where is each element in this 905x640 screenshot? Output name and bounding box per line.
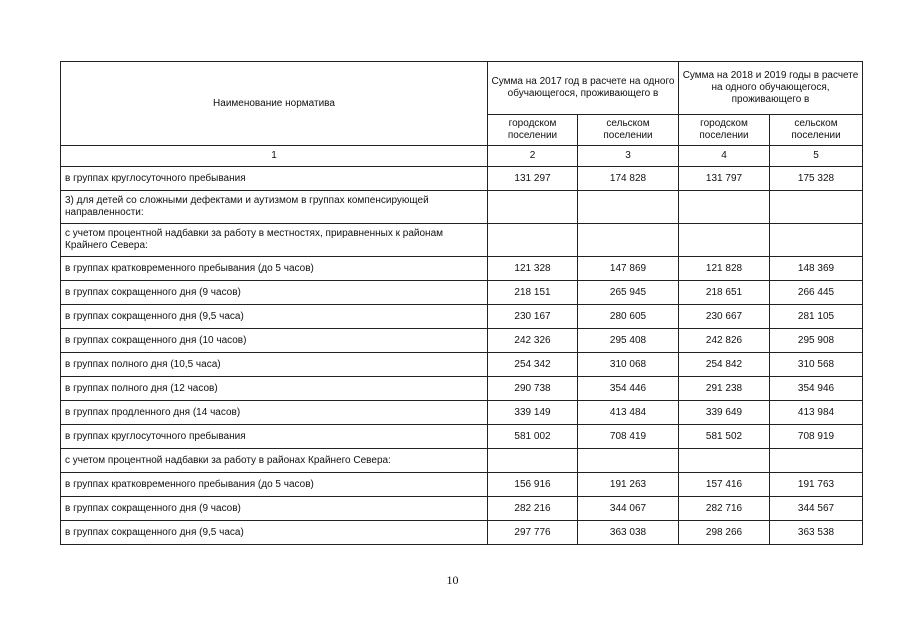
value-urban-2017	[488, 449, 578, 473]
header-group-2018-2019: Сумма на 2018 и 2019 годы в расчете на одного обучающегося, проживающего в	[679, 62, 863, 115]
header-group-2017: Сумма на 2017 год в расчете на одного обучающегося, проживающего в	[488, 62, 679, 115]
column-index: 1	[61, 146, 488, 167]
value-rural-2017: 147 869	[578, 257, 679, 281]
value-urban-2017: 581 002	[488, 425, 578, 449]
value-rural-2018: 148 369	[770, 257, 863, 281]
value-rural-2017: 708 419	[578, 425, 679, 449]
value-rural-2017: 265 945	[578, 281, 679, 305]
value-rural-2017: 295 408	[578, 329, 679, 353]
value-rural-2017: 413 484	[578, 401, 679, 425]
value-rural-2018: 310 568	[770, 353, 863, 377]
table-row	[61, 425, 863, 449]
row-name: в группах кратковременного пребывания (до 5 часов)	[61, 257, 488, 281]
value-urban-2017	[488, 191, 578, 224]
row-name: в группах сокращенного дня (9,5 часа)	[61, 305, 488, 329]
value-urban-2018: 230 667	[679, 305, 770, 329]
value-rural-2018: 413 984	[770, 401, 863, 425]
row-name: в группах сокращенного дня (9,5 часа)	[61, 521, 488, 545]
value-rural-2018: 363 538	[770, 521, 863, 545]
subheader-urban-2017: городском поселении	[488, 115, 578, 146]
value-urban-2017: 230 167	[488, 305, 578, 329]
value-urban-2017	[488, 224, 578, 257]
value-rural-2017: 363 038	[578, 521, 679, 545]
table-row	[61, 497, 863, 521]
value-urban-2017: 339 149	[488, 401, 578, 425]
value-rural-2017	[578, 449, 679, 473]
row-name: в группах продленного дня (14 часов)	[61, 401, 488, 425]
table-row	[61, 401, 863, 425]
value-urban-2018	[679, 449, 770, 473]
value-rural-2018: 344 567	[770, 497, 863, 521]
value-rural-2018: 281 105	[770, 305, 863, 329]
row-name: в группах круглосуточного пребывания	[61, 167, 488, 191]
table-row	[61, 191, 863, 224]
table-row	[61, 305, 863, 329]
row-name: в группах сокращенного дня (9 часов)	[61, 281, 488, 305]
table-row	[61, 167, 863, 191]
value-urban-2018: 242 826	[679, 329, 770, 353]
value-rural-2018: 175 328	[770, 167, 863, 191]
value-urban-2018: 339 649	[679, 401, 770, 425]
value-urban-2018: 298 266	[679, 521, 770, 545]
value-urban-2018	[679, 191, 770, 224]
value-rural-2017: 280 605	[578, 305, 679, 329]
value-urban-2018: 131 797	[679, 167, 770, 191]
value-rural-2018: 354 946	[770, 377, 863, 401]
row-name: в группах кратковременного пребывания (до 5 часов)	[61, 473, 488, 497]
table-row	[61, 473, 863, 497]
value-rural-2017	[578, 224, 679, 257]
value-urban-2017: 156 916	[488, 473, 578, 497]
value-rural-2018: 708 919	[770, 425, 863, 449]
row-name: в группах сокращенного дня (9 часов)	[61, 497, 488, 521]
value-urban-2018	[679, 224, 770, 257]
value-rural-2018: 191 763	[770, 473, 863, 497]
table-row	[61, 353, 863, 377]
value-urban-2018: 218 651	[679, 281, 770, 305]
value-rural-2017: 310 068	[578, 353, 679, 377]
value-urban-2017: 242 326	[488, 329, 578, 353]
row-name: в группах сокращенного дня (10 часов)	[61, 329, 488, 353]
table-row	[61, 257, 863, 281]
subheader-rural-2018: сельском поселении	[770, 115, 863, 146]
value-urban-2017: 131 297	[488, 167, 578, 191]
subheader-rural-2017: сельском поселении	[578, 115, 679, 146]
value-urban-2017: 254 342	[488, 353, 578, 377]
subheader-urban-2018: городском поселении	[679, 115, 770, 146]
row-name: с учетом процентной надбавки за работу в районах Крайнего Севера:	[61, 449, 488, 473]
value-rural-2018	[770, 449, 863, 473]
value-urban-2018: 581 502	[679, 425, 770, 449]
value-urban-2018: 121 828	[679, 257, 770, 281]
value-urban-2017: 218 151	[488, 281, 578, 305]
value-urban-2017: 282 216	[488, 497, 578, 521]
table-row	[61, 281, 863, 305]
value-urban-2018: 282 716	[679, 497, 770, 521]
value-rural-2018: 266 445	[770, 281, 863, 305]
table-row	[61, 224, 863, 257]
value-urban-2018: 291 238	[679, 377, 770, 401]
value-rural-2017: 344 067	[578, 497, 679, 521]
table-row	[61, 449, 863, 473]
normative-table	[60, 61, 863, 545]
value-urban-2017: 121 328	[488, 257, 578, 281]
value-urban-2017: 290 738	[488, 377, 578, 401]
header-name-column: Наименование норматива	[61, 62, 488, 146]
column-index: 5	[770, 146, 863, 167]
value-rural-2017: 191 263	[578, 473, 679, 497]
value-rural-2018: 295 908	[770, 329, 863, 353]
value-urban-2018: 254 842	[679, 353, 770, 377]
row-name: в группах полного дня (12 часов)	[61, 377, 488, 401]
value-rural-2017: 174 828	[578, 167, 679, 191]
header-row	[61, 62, 863, 115]
value-rural-2018	[770, 224, 863, 257]
row-name: в группах круглосуточного пребывания	[61, 425, 488, 449]
value-rural-2017: 354 446	[578, 377, 679, 401]
column-index: 2	[488, 146, 578, 167]
row-name: в группах полного дня (10,5 часа)	[61, 353, 488, 377]
value-urban-2017: 297 776	[488, 521, 578, 545]
value-rural-2017	[578, 191, 679, 224]
column-index-row	[61, 146, 863, 167]
column-index: 3	[578, 146, 679, 167]
page-number: 10	[446, 573, 459, 587]
value-rural-2018	[770, 191, 863, 224]
row-name: с учетом процентной надбавки за работу в местностях, приравненных к районам Крайнего Севера:	[61, 224, 488, 257]
value-urban-2018: 157 416	[679, 473, 770, 497]
table-row	[61, 521, 863, 545]
table-row	[61, 329, 863, 353]
column-index: 4	[679, 146, 770, 167]
table-row	[61, 377, 863, 401]
row-name: 3) для детей со сложными дефектами и аутизмом в группах компенсирующей направленности:	[61, 191, 488, 224]
